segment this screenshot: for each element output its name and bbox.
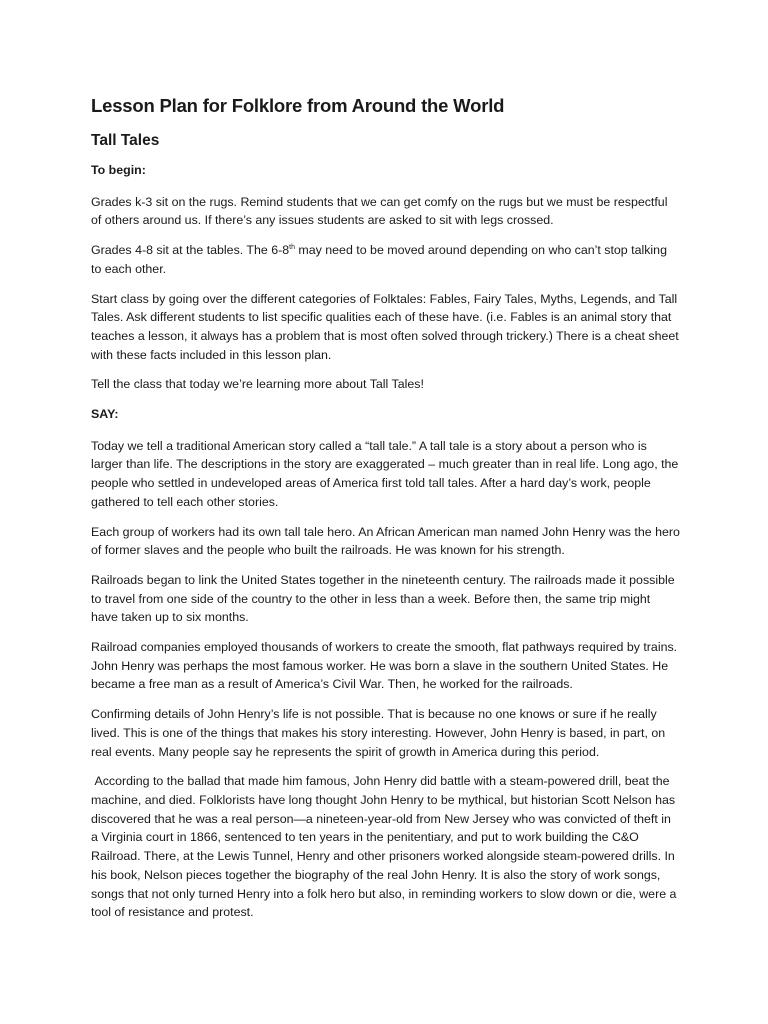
begin-label: To begin: [91,163,146,177]
paragraph-tables-text-start: Grades 4-8 sit at the tables. The 6-8 [91,243,290,258]
paragraph-hero: Each group of workers had its own tall tale hero. An African American man named John Henry was the hero of former slaves and the people who built the railroads. He was known for his strength. [91,524,680,558]
paragraph-rugs: Grades k-3 sit on the rugs. Remind students that we can get comfy on the rugs but we must be respectful of others around us. If there’s any issues students are asked to sit with legs crossed. [91,194,668,228]
section-heading: Tall Tales [91,132,160,149]
paragraph-railroads: Railroads began to link the United States together in the nineteenth century. The railroads made it possible to travel from one side of the country to the other in less than a week. Before then, the same trip might have taken up to six months. [91,572,675,625]
paragraph-categories: Start class by going over the different categories of Folktales: Fables, Fairy Tales, Myths, Legends, and Tall Tales. Ask different students to list specific qualities each of these have. (i.e. Fables is an animal story that teaches a lesson, it always has a problem that is most often solved through trickery.) There is a cheat sheet with these facts included in this lesson plan. [91,291,679,362]
paragraph-companies: Railroad companies employed thousands of workers to create the smooth, flat pathways required by trains. John Henry was perhaps the most famous worker. He was born a slave in the southern United States. He became a free man as a result of America’s Civil War. Then, he worked for the railroads. [91,640,678,692]
paragraph-today: Tell the class that today we’re learning more about Tall Tales! [91,377,424,392]
say-label: SAY: [91,407,119,422]
paragraph-confirming: Confirming details of John Henry’s life is not possible. That is because no one knows or sure if he really lived. This is one of the things that makes his story interesting. However, John Henry is based, in part, on real events. Many people say he represents the spirit of growth in America during this period. [91,707,666,759]
ordinal-superscript: th [289,243,295,251]
paragraph-tables-text-end: may need to be moved around depending on who can’t stop talking to each other. [91,243,667,276]
paragraph-ballad: According to the ballad that made him famous, John Henry did battle with a steam-powered drill, beat the machine, and died. Folklorists have long thought John Henry to be mythical, but historian Scott Nelson has discovered that he was a real person—a nineteen-year-old from New Jersey who was convicted of theft in a Virginia court in 1866, sentenced to ten years in the penitentiary, and put to work building the C&O Railroad. There, at the Lewis Tunnel, Henry and other prisoners worked alongside steam-powered drills. In his book, Nelson pieces together the biography of the real John Henry. It is also the story of work songs, songs that not only turned Henry into a folk hero but also, in reminding workers to slow down or die, were a tool of resistance and protest. [91,774,680,920]
document-title: Lesson Plan for Folklore from Around the World [91,95,505,116]
paragraph-tall-tale: Today we tell a traditional American story called a “tall tale.” A tall tale is a story about a person who is larger than life. The descriptions in the story are exaggerated – much greater than in real life. Long ago, the people who settled in undeveloped areas of America first told tall tales. After a hard day’s work, people gathered to tell each other stories. [91,438,679,509]
paragraph-tables [91,241,680,278]
